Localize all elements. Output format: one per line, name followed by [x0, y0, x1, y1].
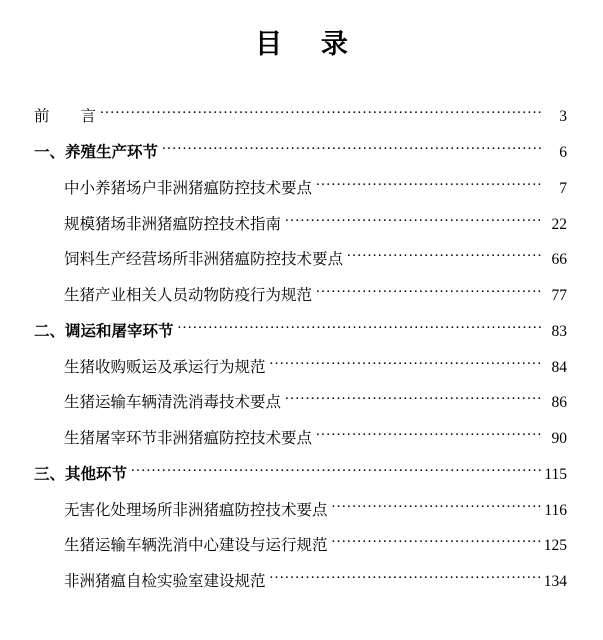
- toc-entry-page: 125: [543, 537, 567, 554]
- toc-entry-page: 6: [559, 144, 567, 161]
- toc-leader-dots: [270, 570, 541, 586]
- toc-leader-dots: [332, 534, 541, 550]
- toc-entry-front-matter[interactable]: [34, 105, 567, 128]
- toc-entry-page: 116: [544, 501, 567, 519]
- toc-leader-dots: [316, 427, 542, 443]
- toc-entry-page: 83: [551, 322, 567, 340]
- toc-leader-dots: [316, 284, 542, 300]
- toc-entry-section-1[interactable]: [34, 141, 567, 164]
- toc-entry-section-3[interactable]: [34, 463, 567, 486]
- toc-entry-page: 134: [543, 572, 567, 590]
- toc-leader-dots: [270, 356, 542, 372]
- toc-entry-page: 90: [551, 429, 567, 447]
- toc-leader-dots: [285, 213, 542, 229]
- toc-entry-item-1-2[interactable]: [34, 213, 567, 236]
- toc-entry-page: 3: [559, 108, 567, 125]
- toc-entry-item-3-1[interactable]: [34, 499, 567, 522]
- toc-leader-dots: [285, 391, 542, 407]
- toc-entry-item-3-3[interactable]: [34, 570, 567, 593]
- toc-entry-label: 无害化处理场所非洲猪瘟防控技术要点: [64, 501, 328, 519]
- toc-entry-item-2-3[interactable]: [34, 427, 567, 450]
- toc-entry-page: 66: [551, 251, 567, 268]
- toc-entry-item-2-1[interactable]: [34, 356, 567, 379]
- toc-entry-label: 生猪运输车辆清洗消毒技术要点: [64, 394, 282, 411]
- toc-leader-dots: [162, 141, 542, 157]
- toc-entry-item-1-3[interactable]: [34, 248, 567, 271]
- toc-entry-label: 前 言: [34, 108, 97, 125]
- toc-leader-dots: [347, 248, 542, 264]
- toc-entry-page: 84: [551, 358, 567, 376]
- toc-entry-section-2[interactable]: [34, 320, 567, 343]
- toc-entry-label: 生猪产业相关人员动物防疫行为规范: [64, 286, 313, 304]
- table-of-contents: [0, 105, 603, 593]
- toc-entry-page: 7: [559, 180, 567, 197]
- toc-entry-item-1-1[interactable]: [34, 177, 567, 200]
- toc-entry-label: 规模猪场非洲猪瘟防控技术指南: [64, 215, 282, 233]
- page-title: 目 录: [255, 29, 364, 59]
- toc-entry-item-2-2[interactable]: [34, 391, 567, 414]
- toc-leader-dots: [131, 463, 541, 479]
- toc-entry-page: 86: [551, 394, 567, 411]
- toc-entry-label: 中小养猪场户非洲猪瘟防控技术要点: [64, 180, 313, 197]
- toc-entry-label: 生猪屠宰环节非洲猪瘟防控技术要点: [64, 429, 313, 447]
- toc-leader-dots: [316, 177, 542, 193]
- toc-entry-label: 二、调运和屠宰环节: [34, 322, 174, 340]
- toc-entry-label: 生猪收购贩运及承运行为规范: [64, 358, 266, 376]
- toc-entry-page: 22: [551, 215, 567, 233]
- toc-entry-label: 饲料生产经营场所非洲猪瘟防控技术要点: [64, 251, 344, 268]
- toc-entry-label: 一、养殖生产环节: [34, 144, 159, 161]
- toc-entry-page: 77: [551, 286, 567, 304]
- toc-entry-page: 115: [544, 465, 567, 483]
- toc-entry-label: 非洲猪瘟自检实验室建设规范: [64, 572, 266, 590]
- toc-entry-item-3-2[interactable]: [34, 534, 567, 557]
- toc-leader-dots: [178, 320, 542, 336]
- toc-entry-label: 三、其他环节: [34, 465, 128, 483]
- toc-entry-label: 生猪运输车辆洗消中心建设与运行规范: [64, 537, 328, 554]
- toc-entry-item-1-4[interactable]: [34, 284, 567, 307]
- toc-leader-dots: [100, 105, 542, 121]
- toc-leader-dots: [332, 499, 542, 515]
